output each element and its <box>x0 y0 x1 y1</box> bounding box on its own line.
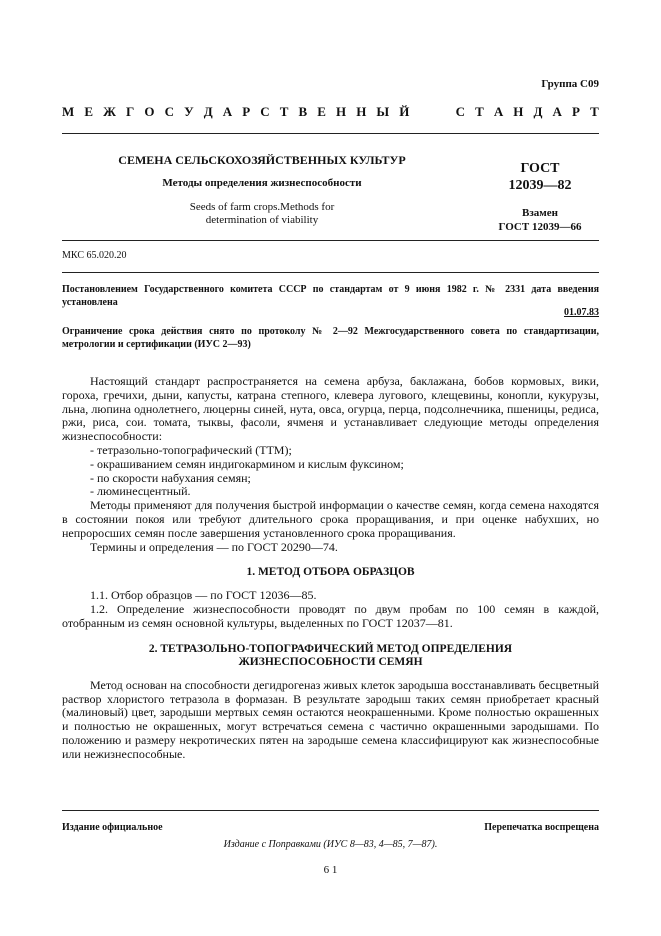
main-body <box>62 375 599 762</box>
methods-purpose-paragraph: Методы применяют для получения быстрой информации о качестве семян, когда семена находятся в состоянии покоя или требуют длительного срока проращивания, и при оценке набухших, но непроросших семян после завершения установленного срока проращивания. <box>62 498 599 540</box>
replaces-label: Взамен <box>522 207 558 219</box>
english-title <box>62 201 462 227</box>
group-code: Группа С09 <box>541 78 599 90</box>
section-2-heading-line-2: ЖИЗНЕСПОСОБНОСТИ СЕМЯН <box>238 655 423 668</box>
banner-letter: Е <box>84 104 94 119</box>
terms-paragraph: Термины и определения — по ГОСТ 20290—74. <box>90 539 338 554</box>
section-1-1: 1.1. Отбор образцов — по ГОСТ 12036—85. <box>90 588 317 603</box>
banner-letter: Ы <box>376 104 390 119</box>
section-2-paragraph: Метод основан на способности дегидрогеназ живых клеток зародыша восстанавливать бесцветный раствор хлористого тетразола в формазан. В результате зародыш таких семян приобретает красный (малиновый) цвет, зародыши мертвых семян остаются неокрашенными. Кроме полностью окрашенных и полностью не окрашенных, могут встречаться семена с частично окрашенными зародышами. По положению и размеру некротических пятен на зародыше семена классифицируют как жизнеспособные или нежизнеспособные. <box>62 677 599 761</box>
title-rule <box>62 240 599 241</box>
section-1-2: 1.2. Определение жизнеспособности проводят по двум пробам по 100 семян в каждой, отобранным из семян основной культуры, выделенных по ГОСТ 12037—81. <box>62 602 599 630</box>
banner-letter: Е <box>317 104 326 119</box>
replaces-block <box>480 206 600 234</box>
method-list-item: - тетразольно-топографический (ТТМ); <box>90 442 292 457</box>
intro-paragraph: Настоящий стандарт распространяется на семена арбуза, баклажана, бобов кормовых, вики, гороха, гречихи, дыни, капусты, катрана степного, клевера лугового, клещевины, конопли, кукурузы, льна, люпина однолетнего, люцерны синей, нута, овса, огурца, перца, подсолнечника, пшеницы, редиса, ржи, риса, сои. томата, тыквы, фасоли, ячменя и устанавливает следующие методы определения жизнеспособности: <box>62 374 599 444</box>
banner-letter: А <box>493 104 504 119</box>
banner-letter: Д <box>533 104 543 119</box>
header-rule <box>62 133 599 134</box>
banner-letter: Д <box>203 104 213 119</box>
banner-letter <box>438 104 446 120</box>
edition-note: Издание с Поправками (ИУС 8—83, 4—85, 7—87). <box>223 839 438 850</box>
banner-letter: Й <box>399 104 410 119</box>
banner-letter: В <box>298 104 308 119</box>
banner-letter: С <box>164 104 174 119</box>
banner-letter: О <box>144 104 155 119</box>
page-number: 6 1 <box>323 864 338 876</box>
replaces-number: ГОСТ 12039—66 <box>498 221 582 233</box>
banner-letter: С <box>455 104 465 119</box>
banner-letter: Н <box>356 104 367 119</box>
footer-rule <box>62 810 599 811</box>
english-title-line-1: Seeds of farm crops.Methods for <box>189 201 335 213</box>
banner-letter: Т <box>279 104 289 119</box>
banner-letter <box>419 104 427 120</box>
banner-letter: А <box>222 104 233 119</box>
interstate-standard-banner <box>62 104 599 120</box>
gost-label: ГОСТ <box>520 161 560 176</box>
method-list-item: - люминесцентный. <box>90 484 191 499</box>
decree-text: Постановлением Государственного комитета СССР по стандартам от 9 июня 1982 г. № 2331 дата введения установлена <box>62 284 599 308</box>
banner-letter: Н <box>336 104 347 119</box>
mks-rule <box>62 272 599 273</box>
banner-letter: У <box>184 104 194 119</box>
reprint-prohibited: Перепечатка воспрещена <box>484 822 599 833</box>
banner-letter: М <box>62 104 75 119</box>
section-2-heading <box>62 643 599 669</box>
document-subtitle: Методы определения жизнеспособности <box>162 177 362 189</box>
banner-letter: Ж <box>103 104 116 119</box>
official-edition: Издание официальное <box>62 822 163 833</box>
english-title-line-2: determination of viability <box>205 214 319 226</box>
banner-letter: Т <box>475 104 484 119</box>
banner-letter: Р <box>242 104 251 119</box>
section-1-heading: 1. МЕТОД ОТБОРА ОБРАЗЦОВ <box>246 566 415 579</box>
limitation-text: Ограничение срока действия снято по протоколу № 2—92 Межгосударственного совета по стандартизации, метрологии и сертификации (ИУС 2—93) <box>62 326 599 350</box>
gost-number: 12039—82 <box>508 178 572 193</box>
banner-letter: Т <box>590 104 599 119</box>
banner-letter: А <box>552 104 562 119</box>
introduction-date: 01.07.83 <box>564 307 599 318</box>
method-list-item: - окрашиванием семян индигокармином и кислым фуксином; <box>90 456 404 471</box>
document-title: СЕМЕНА СЕЛЬСКОХОЗЯЙСТВЕННЫХ КУЛЬТУР <box>118 153 406 167</box>
banner-letter: С <box>260 104 270 119</box>
banner-letter: Р <box>572 104 580 119</box>
gost-designation <box>480 160 600 194</box>
banner-letter: Н <box>513 104 524 119</box>
section-2-heading-line-1: 2. ТЕТРАЗОЛЬНО-ТОПОГРАФИЧЕСКИЙ МЕТОД ОПРЕДЕЛЕНИЯ <box>148 642 513 655</box>
method-list-item: - по скорости набухания семян; <box>90 470 251 485</box>
banner-letter: Г <box>126 104 135 119</box>
mks-code: МКС 65.020.20 <box>62 250 127 261</box>
